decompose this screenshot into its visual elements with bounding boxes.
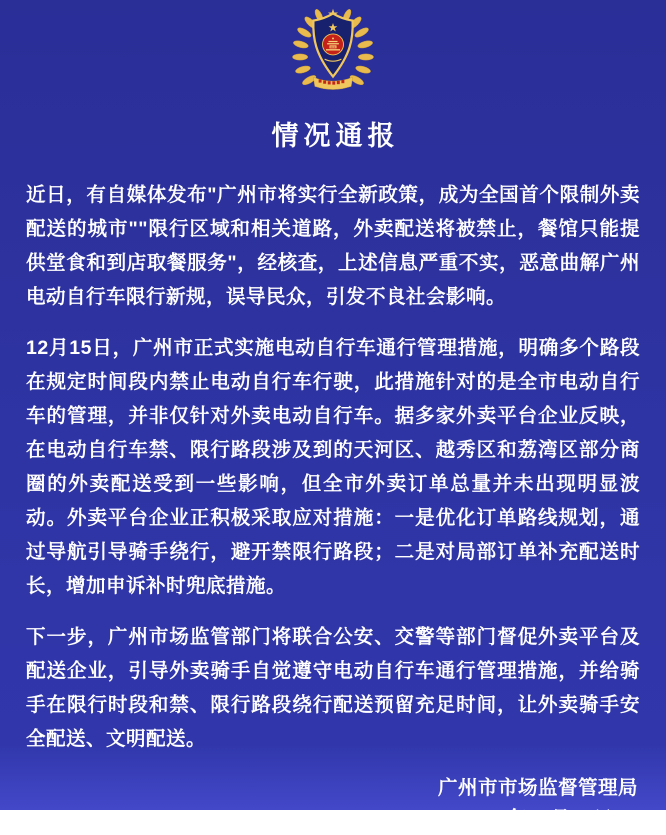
paragraph-rumor-clarification: 近日，有自媒体发布"广州市将实行全新政策，成为全国首个限制外卖配送的城市""限行区域和相关道路，外卖配送将被禁止，餐馆只能提供堂食和到店取餐服务"，经核查，上述信息严重不实，恶意曲解广州电动自行车限行新规，误导民众，引发不良社会影响。 (26, 184, 640, 308)
market-supervision-emblem-icon (291, 8, 375, 99)
national-emblem-disc (323, 34, 344, 55)
paragraph-next-steps: 下一步，广州市场监管部门将联合公安、交警等部门督促外卖平台及配送企业，引导外卖骑手自觉遵守电动自行车通行管理措施，并给骑手在限行时段和禁、限行路段绕行配送预留充足时间，让外卖骑手安全配送、文明配送。 (26, 626, 640, 750)
tiananmen-doorways (331, 46, 336, 48)
notice-title: 情况通报 (271, 121, 400, 151)
notice-body (0, 153, 666, 756)
signature-date: 2023年12月23日 (462, 808, 614, 830)
badge-container (0, 0, 666, 99)
signature-agency: 广州市市场监督管理局 (437, 777, 638, 799)
paragraph-policy-explanation: 12月15日，广州市正式实施电动自行车通行管理措施，明确多个路段在规定时间段内禁止电动自行车行驶，此措施针对的是全市电动自行车的管理，并非仅针对外卖电动自行车。据多家外卖平台企业反映，在电动自行车禁、限行路段涉及到的天河区、越秀区和荔湾区部分商圈的外卖配送受到一些影响，但全市外卖订单总量并未出现明显波动。外卖平台企业正积极采取应对措施：一是优化订单路线规划，通过导航引导骑手绕行，避开禁限行路段；二是对局部订单补充配送时长，增加申诉补时兜底措施。 (26, 337, 640, 597)
signature-block (0, 773, 666, 835)
